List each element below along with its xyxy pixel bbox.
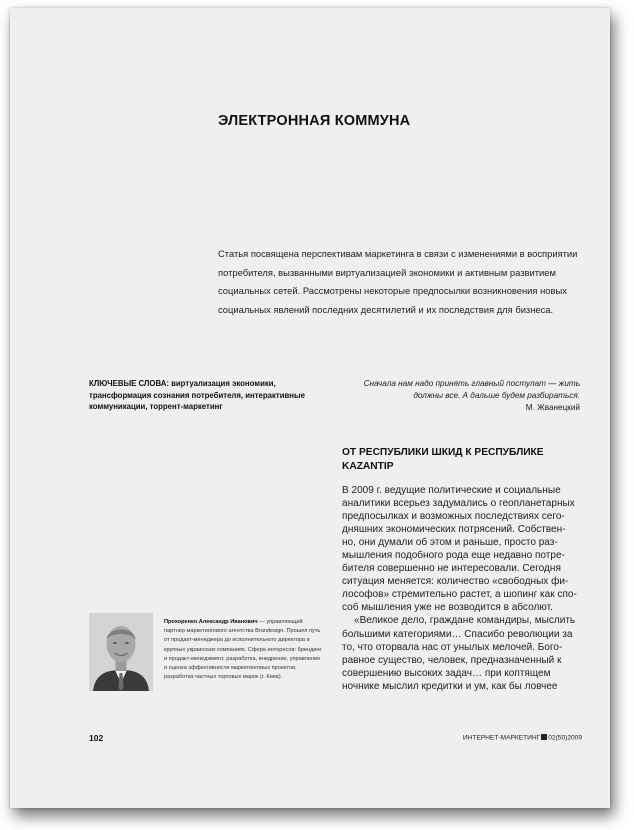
page-number: 102 — [89, 733, 104, 743]
body-line: «Великое дело, граждане командиры, мыслить — [354, 615, 576, 627]
article-abstract: Статья посвящена перспективам маркетинга в связи с изменениями в восприятии потребителя, вызванными виртуализацией экономики и активным развитием социальных сетей. Рассмотрены некоторые предпосылки возникновения новых социальных явлений последних десятилетий и их последствия для бизнеса. — [218, 248, 578, 315]
author-photo — [89, 613, 153, 691]
body-line: соб мышления уже не возводится в абсолют. — [342, 602, 553, 614]
keywords-block: КЛЮЧЕВЫЕ СЛОВА: виртуализация экономики, трансформация сознания потребителя, интерактивные коммуникации, торрент-маркетинг — [89, 379, 306, 412]
author-bio — [164, 618, 324, 682]
journal-issue: 02(50)2009 — [548, 734, 582, 742]
body-line: предпосылках и возможных последствиях сего- — [342, 511, 565, 523]
body-line: В 2009 г. ведущие политические и социальные — [342, 485, 561, 496]
body-line: бителя совершенно не интересовали. Сегодня — [342, 563, 561, 575]
section-heading: ОТ РЕСПУБЛИКИ ШКИД К РЕСПУБЛИКЕ KAZANTIP — [342, 447, 544, 473]
epigraph-author: М. Жванецкий — [525, 403, 580, 413]
journal-name: ИНТЕРНЕТ-МАРКЕТИНГ — [462, 734, 541, 742]
body-line: то, что оторвала нас от унылых мелочей. Бого- — [342, 641, 563, 653]
body-line: дняшних экономических потрясений. Собствен- — [342, 524, 566, 536]
body-line: мышления подобного рода еще недавно потре- — [342, 550, 565, 562]
body-line: ситуация меняется: количество «свободных фи- — [342, 576, 569, 588]
body-line: но, они думали об этом и раньше, просто раз- — [342, 537, 558, 549]
author-name: Прохоренко Александр Иванович — [164, 619, 258, 625]
body-line: большими категориями… Спасибо революции за — [342, 628, 573, 640]
article-title: ЭЛЕКТРОННАЯ КОММУНА — [218, 113, 411, 129]
journal-footer — [440, 734, 582, 742]
body-line: аналитики всерьез задумались о геопланетарных — [342, 498, 575, 510]
author-description: — управляющий партнер маркетингового агентства Brandesign. Прошел путь от продакт-менеджера до исполнительного директора в крупных украинских компаниях. Сфера интересов: брендинг и продакт-менеджмент, разработка, внедрение, управление и оценка эффективности маркетинговых проектов, разработка частных торговых марок (г. Киев) — [164, 619, 322, 681]
article-body — [342, 484, 582, 693]
body-line: равное существо, человек, предназначенный к — [342, 654, 562, 666]
body-line: ночнике мыслил кредитки и ум, как бы ловчее — [342, 680, 558, 692]
body-line: совершению высоких задач… при коптящем — [342, 667, 551, 679]
epigraph-quote: Сначала нам надо принять главный постулат — жить должны все. А дальше будем разбираться. — [363, 379, 580, 401]
body-line: лософов» стремительно растет, а шопинг как спо- — [342, 589, 577, 601]
epigraph — [332, 378, 580, 415]
square-icon — [541, 734, 547, 740]
